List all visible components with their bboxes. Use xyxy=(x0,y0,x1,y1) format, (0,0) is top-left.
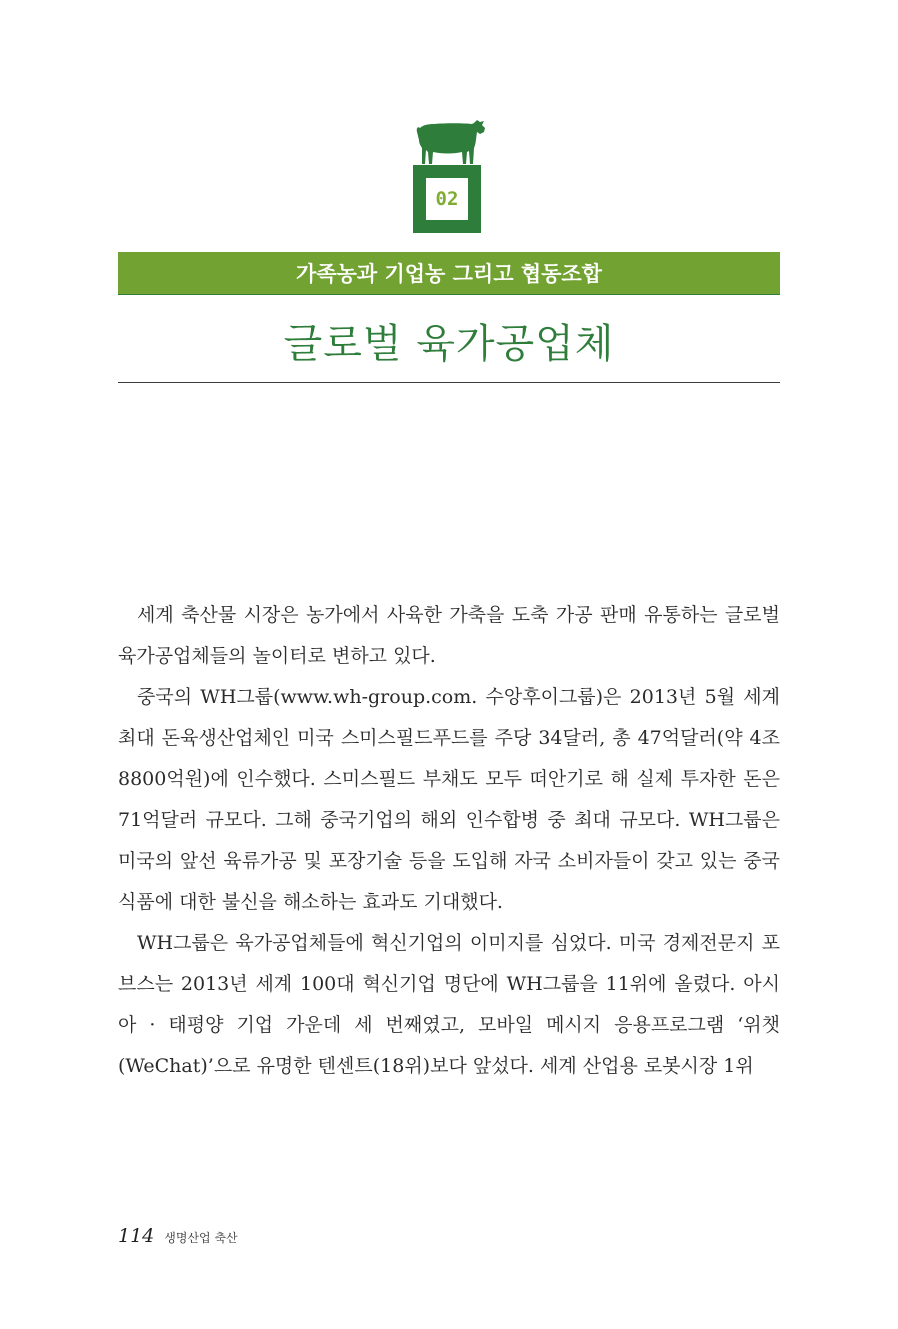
section-title-band xyxy=(118,252,780,294)
paragraph-3: WH그룹은 육가공업체들에 혁신기업의 이미지를 심었다. 미국 경제전문지 포브스는 2013년 세계 100대 혁신기업 명단에 WH그룹을 11위에 올렸다. 아시아 · 태평양 기업 가운데 세 번째였고, 모바일 메시지 응용프로그램 ‘위챗(WeChat)’으로 유명한 텐센트(18위)보다 앞섰다. 세계 산업용 로봇시장 1위 xyxy=(118,932,780,1077)
page-number: 114 xyxy=(118,1225,155,1247)
title-divider xyxy=(118,382,780,383)
paragraph-2: 중국의 WH그룹(www.wh-group.com. 수앙후이그룹)은 2013년 5월 세계 최대 돈육생산업체인 미국 스미스필드푸드를 주당 34달러, 총 47억달러(약 4조8800억원)에 인수했다. 스미스필드 부채도 모두 떠안기로 해 실제 투자한 돈은 71억달러 규모다. 그해 중국기업의 해외 인수합병 중 최대 규모다. WH그룹은 미국의 앞선 육류가공 및 포장기술 등을 도입해 자국 소비자들이 갖고 있는 중국식품에 대한 불신을 해소하는 효과도 기대했다. xyxy=(118,686,780,913)
paragraph-1: 세계 축산물 시장은 농가에서 사육한 가축을 도축 가공 판매 유통하는 글로벌 육가공업체들의 놀이터로 변하고 있다. xyxy=(118,604,780,667)
body-text xyxy=(118,595,780,1087)
chapter-number: 02 xyxy=(426,178,468,220)
chapter-number-box xyxy=(413,165,481,233)
cow-icon xyxy=(414,114,488,170)
running-head: 생명산업 축산 xyxy=(164,1231,238,1245)
page-title: 글로벌 육가공업체 xyxy=(283,321,615,367)
section-title: 가족농과 기업농 그리고 협동조합 xyxy=(296,262,602,286)
page-footer xyxy=(118,1225,238,1247)
section-band-underline xyxy=(118,294,780,295)
